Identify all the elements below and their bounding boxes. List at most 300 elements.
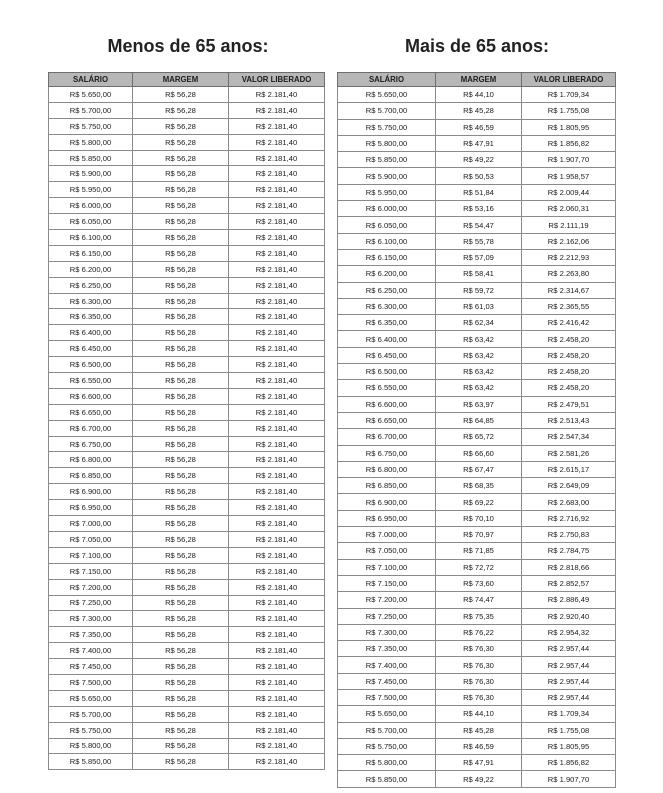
cell-salario: R$ 7.150,00 (338, 575, 436, 591)
table-row (49, 357, 325, 373)
cell-salario: R$ 7.500,00 (338, 689, 436, 705)
cell-salario: R$ 6.500,00 (338, 364, 436, 380)
table-row (338, 396, 616, 412)
table-row (49, 643, 325, 659)
table-row (49, 516, 325, 532)
cell-margem: R$ 74,47 (436, 592, 522, 608)
cell-salario: R$ 6.600,00 (49, 388, 133, 404)
cell-margem: R$ 63,42 (436, 347, 522, 363)
table-row (338, 380, 616, 396)
cell-margem: R$ 76,30 (436, 673, 522, 689)
table-row (338, 298, 616, 314)
title-menos-65: Menos de 65 anos: (107, 36, 269, 56)
cell-margem: R$ 50,53 (436, 168, 522, 184)
table-row (338, 429, 616, 445)
cell-margem: R$ 56,28 (133, 420, 229, 436)
table-row (338, 201, 616, 217)
table-row (49, 102, 325, 118)
cell-valor-liberado: R$ 2.181,40 (229, 341, 325, 357)
cell-valor-liberado: R$ 1.856,82 (522, 135, 616, 151)
table-row (49, 738, 325, 754)
cell-valor-liberado: R$ 2.181,40 (229, 150, 325, 166)
table-row (49, 706, 325, 722)
cell-salario: R$ 7.200,00 (338, 592, 436, 608)
cell-margem: R$ 57,09 (436, 249, 522, 265)
table-row (338, 755, 616, 771)
header-row (338, 73, 616, 87)
cell-salario: R$ 5.800,00 (49, 738, 133, 754)
cell-margem: R$ 56,28 (133, 452, 229, 468)
cell-margem: R$ 56,28 (133, 277, 229, 293)
cell-valor-liberado: R$ 2.060,31 (522, 201, 616, 217)
cell-valor-liberado: R$ 2.181,40 (229, 706, 325, 722)
cell-salario: R$ 7.450,00 (49, 659, 133, 675)
cell-margem: R$ 46,59 (436, 738, 522, 754)
table-row (338, 445, 616, 461)
table-row (49, 674, 325, 690)
cell-salario: R$ 6.850,00 (338, 478, 436, 494)
cell-valor-liberado: R$ 2.181,40 (229, 627, 325, 643)
cell-salario: R$ 6.250,00 (49, 277, 133, 293)
cell-salario: R$ 6.150,00 (338, 249, 436, 265)
table-row (338, 249, 616, 265)
cell-salario: R$ 5.900,00 (338, 168, 436, 184)
cell-valor-liberado: R$ 2.181,40 (229, 388, 325, 404)
cell-salario: R$ 6.450,00 (338, 347, 436, 363)
cell-margem: R$ 61,03 (436, 298, 522, 314)
cell-valor-liberado: R$ 2.263,80 (522, 266, 616, 282)
table-row (338, 641, 616, 657)
cell-salario: R$ 6.550,00 (49, 373, 133, 389)
cell-valor-liberado: R$ 2.181,40 (229, 325, 325, 341)
cell-valor-liberado: R$ 2.649,09 (522, 478, 616, 494)
cell-valor-liberado: R$ 2.683,00 (522, 494, 616, 510)
table-row (49, 293, 325, 309)
cell-salario: R$ 5.800,00 (49, 134, 133, 150)
cell-valor-liberado: R$ 2.181,40 (229, 659, 325, 675)
cell-valor-liberado: R$ 2.181,40 (229, 198, 325, 214)
cell-valor-liberado: R$ 2.181,40 (229, 690, 325, 706)
cell-salario: R$ 7.500,00 (49, 674, 133, 690)
cell-salario: R$ 5.700,00 (49, 102, 133, 118)
table-row (49, 166, 325, 182)
table-row (49, 627, 325, 643)
cell-salario: R$ 5.750,00 (338, 119, 436, 135)
cell-margem: R$ 56,28 (133, 388, 229, 404)
cell-margem: R$ 56,28 (133, 102, 229, 118)
table-row (338, 722, 616, 738)
table-row (49, 245, 325, 261)
table-row (49, 595, 325, 611)
cell-valor-liberado: R$ 2.181,40 (229, 547, 325, 563)
cell-margem: R$ 56,28 (133, 118, 229, 134)
cell-salario: R$ 6.250,00 (338, 282, 436, 298)
cell-salario: R$ 5.650,00 (338, 706, 436, 722)
table-row (49, 452, 325, 468)
cell-salario: R$ 6.900,00 (49, 484, 133, 500)
table-row (49, 754, 325, 770)
table-menos-65 (48, 72, 325, 770)
cell-salario: R$ 6.400,00 (338, 331, 436, 347)
cell-valor-liberado: R$ 2.458,20 (522, 364, 616, 380)
table-row (49, 325, 325, 341)
cell-margem: R$ 56,28 (133, 516, 229, 532)
cell-salario: R$ 6.100,00 (338, 233, 436, 249)
cell-salario: R$ 5.850,00 (338, 771, 436, 787)
cell-salario: R$ 7.350,00 (49, 627, 133, 643)
cell-margem: R$ 63,42 (436, 331, 522, 347)
cell-margem: R$ 58,41 (436, 266, 522, 282)
cell-valor-liberado: R$ 1.907,70 (522, 152, 616, 168)
cell-valor-liberado: R$ 2.957,44 (522, 673, 616, 689)
cell-salario: R$ 5.850,00 (49, 754, 133, 770)
cell-margem: R$ 56,28 (133, 659, 229, 675)
table-row (338, 266, 616, 282)
cell-salario: R$ 6.900,00 (338, 494, 436, 510)
table-row (338, 689, 616, 705)
table-row (49, 118, 325, 134)
table-row (49, 484, 325, 500)
cell-margem: R$ 71,85 (436, 543, 522, 559)
cell-valor-liberado: R$ 2.416,42 (522, 315, 616, 331)
table-row (338, 608, 616, 624)
cell-valor-liberado: R$ 2.111,19 (522, 217, 616, 233)
cell-margem: R$ 69,22 (436, 494, 522, 510)
cell-margem: R$ 56,28 (133, 357, 229, 373)
table-row (338, 315, 616, 331)
cell-salario: R$ 7.050,00 (338, 543, 436, 559)
cell-salario: R$ 6.450,00 (49, 341, 133, 357)
cell-margem: R$ 56,28 (133, 595, 229, 611)
cell-salario: R$ 6.100,00 (49, 230, 133, 246)
table-row (338, 184, 616, 200)
cell-valor-liberado: R$ 2.957,44 (522, 689, 616, 705)
cell-valor-liberado: R$ 2.784,75 (522, 543, 616, 559)
cell-margem: R$ 56,28 (133, 531, 229, 547)
table-row (338, 217, 616, 233)
cell-valor-liberado: R$ 2.957,44 (522, 641, 616, 657)
cell-valor-liberado: R$ 2.181,40 (229, 230, 325, 246)
cell-margem: R$ 56,28 (133, 261, 229, 277)
cell-valor-liberado: R$ 2.513,43 (522, 412, 616, 428)
cell-salario: R$ 7.100,00 (49, 547, 133, 563)
cell-valor-liberado: R$ 2.365,55 (522, 298, 616, 314)
cell-salario: R$ 7.250,00 (49, 595, 133, 611)
table-row (338, 527, 616, 543)
cell-margem: R$ 56,28 (133, 150, 229, 166)
table-row (338, 103, 616, 119)
cell-margem: R$ 56,28 (133, 500, 229, 516)
cell-margem: R$ 55,78 (436, 233, 522, 249)
cell-valor-liberado: R$ 2.458,20 (522, 347, 616, 363)
cell-valor-liberado: R$ 1.755,08 (522, 103, 616, 119)
cell-margem: R$ 47,91 (436, 135, 522, 151)
cell-margem: R$ 56,28 (133, 611, 229, 627)
cell-margem: R$ 56,28 (133, 293, 229, 309)
table-row (49, 404, 325, 420)
cell-valor-liberado: R$ 2.181,40 (229, 516, 325, 532)
cell-valor-liberado: R$ 2.920,40 (522, 608, 616, 624)
cell-valor-liberado: R$ 2.181,40 (229, 373, 325, 389)
cell-salario: R$ 6.650,00 (49, 404, 133, 420)
table-row (338, 168, 616, 184)
cell-salario: R$ 6.500,00 (49, 357, 133, 373)
cell-margem: R$ 56,28 (133, 627, 229, 643)
cell-salario: R$ 5.750,00 (49, 118, 133, 134)
table-row (49, 436, 325, 452)
cell-salario: R$ 5.700,00 (338, 103, 436, 119)
cell-valor-liberado: R$ 2.750,83 (522, 527, 616, 543)
cell-margem: R$ 56,28 (133, 484, 229, 500)
cell-margem: R$ 56,28 (133, 754, 229, 770)
cell-valor-liberado: R$ 1.755,08 (522, 722, 616, 738)
cell-salario: R$ 6.300,00 (338, 298, 436, 314)
table-row (49, 611, 325, 627)
cell-margem: R$ 56,28 (133, 134, 229, 150)
cell-valor-liberado: R$ 2.009,44 (522, 184, 616, 200)
cell-salario: R$ 6.350,00 (49, 309, 133, 325)
cell-salario: R$ 6.650,00 (338, 412, 436, 428)
cell-salario: R$ 6.700,00 (338, 429, 436, 445)
cell-salario: R$ 6.000,00 (338, 201, 436, 217)
table-row (49, 134, 325, 150)
table-row (338, 624, 616, 640)
table-body (49, 87, 325, 770)
cell-valor-liberado: R$ 2.852,57 (522, 575, 616, 591)
cell-margem: R$ 76,30 (436, 657, 522, 673)
table-row (49, 373, 325, 389)
cell-salario: R$ 7.000,00 (49, 516, 133, 532)
cell-salario: R$ 6.800,00 (338, 461, 436, 477)
cell-margem: R$ 56,28 (133, 214, 229, 230)
cell-valor-liberado: R$ 2.181,40 (229, 134, 325, 150)
cell-salario: R$ 6.050,00 (49, 214, 133, 230)
cell-salario: R$ 5.800,00 (338, 135, 436, 151)
cell-margem: R$ 56,28 (133, 341, 229, 357)
header-margem: MARGEM (133, 73, 229, 87)
table-row (49, 214, 325, 230)
cell-valor-liberado: R$ 2.181,40 (229, 754, 325, 770)
cell-salario: R$ 6.750,00 (338, 445, 436, 461)
cell-valor-liberado: R$ 2.181,40 (229, 261, 325, 277)
cell-valor-liberado: R$ 2.181,40 (229, 357, 325, 373)
cell-salario: R$ 5.950,00 (49, 182, 133, 198)
cell-salario: R$ 5.650,00 (338, 87, 436, 103)
table-mais-65 (337, 72, 616, 788)
table-row (49, 150, 325, 166)
table-row (338, 771, 616, 787)
cell-salario: R$ 6.150,00 (49, 245, 133, 261)
cell-margem: R$ 56,28 (133, 643, 229, 659)
cell-salario: R$ 5.650,00 (49, 87, 133, 103)
cell-margem: R$ 62,34 (436, 315, 522, 331)
cell-valor-liberado: R$ 2.181,40 (229, 436, 325, 452)
cell-salario: R$ 7.300,00 (49, 611, 133, 627)
cell-margem: R$ 56,28 (133, 373, 229, 389)
header-valor-liberado: VALOR LIBERADO (229, 73, 325, 87)
cell-margem: R$ 44,10 (436, 87, 522, 103)
cell-valor-liberado: R$ 2.957,44 (522, 657, 616, 673)
cell-salario: R$ 7.350,00 (338, 641, 436, 657)
cell-salario: R$ 6.700,00 (49, 420, 133, 436)
table-body (338, 87, 616, 788)
cell-valor-liberado: R$ 2.954,32 (522, 624, 616, 640)
table-row (49, 182, 325, 198)
header-salario: SALÁRIO (49, 73, 133, 87)
table-row (49, 277, 325, 293)
cell-valor-liberado: R$ 2.181,40 (229, 468, 325, 484)
cell-margem: R$ 56,28 (133, 325, 229, 341)
table-row (338, 347, 616, 363)
cell-margem: R$ 66,60 (436, 445, 522, 461)
header-row (49, 73, 325, 87)
cell-valor-liberado: R$ 2.181,40 (229, 87, 325, 103)
cell-salario: R$ 6.000,00 (49, 198, 133, 214)
cell-margem: R$ 76,30 (436, 689, 522, 705)
cell-valor-liberado: R$ 2.181,40 (229, 484, 325, 500)
cell-salario: R$ 5.900,00 (49, 166, 133, 182)
cell-valor-liberado: R$ 2.716,92 (522, 510, 616, 526)
cell-margem: R$ 56,28 (133, 182, 229, 198)
cell-margem: R$ 56,28 (133, 563, 229, 579)
cell-valor-liberado: R$ 2.458,20 (522, 331, 616, 347)
table-row (338, 135, 616, 151)
cell-valor-liberado: R$ 2.181,40 (229, 674, 325, 690)
table-row (338, 282, 616, 298)
cell-salario: R$ 7.400,00 (338, 657, 436, 673)
cell-salario: R$ 7.150,00 (49, 563, 133, 579)
cell-valor-liberado: R$ 1.856,82 (522, 755, 616, 771)
cell-margem: R$ 56,28 (133, 579, 229, 595)
cell-valor-liberado: R$ 1.907,70 (522, 771, 616, 787)
cell-margem: R$ 73,60 (436, 575, 522, 591)
cell-margem: R$ 45,28 (436, 103, 522, 119)
cell-salario: R$ 5.850,00 (49, 150, 133, 166)
cell-salario: R$ 5.850,00 (338, 152, 436, 168)
table-row (338, 706, 616, 722)
table-row (338, 152, 616, 168)
cell-margem: R$ 56,28 (133, 674, 229, 690)
cell-margem: R$ 49,22 (436, 771, 522, 787)
cell-salario: R$ 7.300,00 (338, 624, 436, 640)
table-row (49, 722, 325, 738)
table-row (338, 461, 616, 477)
cell-margem: R$ 72,72 (436, 559, 522, 575)
cell-salario: R$ 5.800,00 (338, 755, 436, 771)
table-row (338, 364, 616, 380)
cell-valor-liberado: R$ 2.181,40 (229, 245, 325, 261)
cell-valor-liberado: R$ 2.181,40 (229, 611, 325, 627)
cell-valor-liberado: R$ 2.181,40 (229, 214, 325, 230)
cell-margem: R$ 45,28 (436, 722, 522, 738)
cell-margem: R$ 68,35 (436, 478, 522, 494)
cell-valor-liberado: R$ 2.479,51 (522, 396, 616, 412)
cell-valor-liberado: R$ 2.181,40 (229, 118, 325, 134)
cell-margem: R$ 64,85 (436, 412, 522, 428)
cell-margem: R$ 67,47 (436, 461, 522, 477)
table-row (338, 331, 616, 347)
cell-margem: R$ 56,28 (133, 722, 229, 738)
table-row (338, 494, 616, 510)
table-row (338, 738, 616, 754)
cell-margem: R$ 76,30 (436, 641, 522, 657)
cell-margem: R$ 56,28 (133, 87, 229, 103)
cell-salario: R$ 6.200,00 (338, 266, 436, 282)
cell-valor-liberado: R$ 2.181,40 (229, 404, 325, 420)
cell-salario: R$ 5.700,00 (338, 722, 436, 738)
table-row (338, 657, 616, 673)
cell-valor-liberado: R$ 2.581,26 (522, 445, 616, 461)
table-row (338, 233, 616, 249)
cell-valor-liberado: R$ 2.181,40 (229, 182, 325, 198)
cell-valor-liberado: R$ 1.805,95 (522, 119, 616, 135)
table-row (49, 230, 325, 246)
cell-valor-liberado: R$ 2.181,40 (229, 293, 325, 309)
table-row (49, 659, 325, 675)
cell-salario: R$ 7.200,00 (49, 579, 133, 595)
table-row (49, 468, 325, 484)
cell-margem: R$ 70,97 (436, 527, 522, 543)
cell-valor-liberado: R$ 1.805,95 (522, 738, 616, 754)
cell-valor-liberado: R$ 2.181,40 (229, 166, 325, 182)
table-row (338, 575, 616, 591)
cell-margem: R$ 56,28 (133, 309, 229, 325)
table-row (338, 673, 616, 689)
cell-salario: R$ 6.750,00 (49, 436, 133, 452)
cell-margem: R$ 56,28 (133, 690, 229, 706)
cell-valor-liberado: R$ 2.181,40 (229, 452, 325, 468)
cell-valor-liberado: R$ 2.181,40 (229, 102, 325, 118)
table-row (49, 579, 325, 595)
cell-valor-liberado: R$ 2.181,40 (229, 722, 325, 738)
table-row (338, 543, 616, 559)
cell-valor-liberado: R$ 2.886,49 (522, 592, 616, 608)
cell-valor-liberado: R$ 2.818,66 (522, 559, 616, 575)
cell-valor-liberado: R$ 2.181,40 (229, 531, 325, 547)
cell-valor-liberado: R$ 2.181,40 (229, 595, 325, 611)
table-row (338, 592, 616, 608)
table-row (338, 412, 616, 428)
cell-salario: R$ 6.400,00 (49, 325, 133, 341)
cell-salario: R$ 7.100,00 (338, 559, 436, 575)
table-row (338, 478, 616, 494)
table-row (49, 563, 325, 579)
cell-margem: R$ 75,35 (436, 608, 522, 624)
cell-valor-liberado: R$ 2.181,40 (229, 643, 325, 659)
cell-margem: R$ 63,42 (436, 364, 522, 380)
table-row (49, 388, 325, 404)
cell-salario: R$ 7.250,00 (338, 608, 436, 624)
cell-margem: R$ 63,97 (436, 396, 522, 412)
cell-salario: R$ 6.950,00 (49, 500, 133, 516)
cell-margem: R$ 65,72 (436, 429, 522, 445)
cell-valor-liberado: R$ 1.709,34 (522, 87, 616, 103)
cell-salario: R$ 6.950,00 (338, 510, 436, 526)
cell-margem: R$ 44,10 (436, 706, 522, 722)
cell-margem: R$ 70,10 (436, 510, 522, 526)
cell-margem: R$ 56,28 (133, 198, 229, 214)
cell-salario: R$ 5.750,00 (49, 722, 133, 738)
cell-margem: R$ 54,47 (436, 217, 522, 233)
cell-margem: R$ 53,16 (436, 201, 522, 217)
cell-margem: R$ 56,28 (133, 404, 229, 420)
cell-margem: R$ 56,28 (133, 547, 229, 563)
cell-salario: R$ 7.000,00 (338, 527, 436, 543)
table-row (49, 547, 325, 563)
cell-valor-liberado: R$ 2.547,34 (522, 429, 616, 445)
cell-margem: R$ 47,91 (436, 755, 522, 771)
cell-valor-liberado: R$ 1.958,57 (522, 168, 616, 184)
